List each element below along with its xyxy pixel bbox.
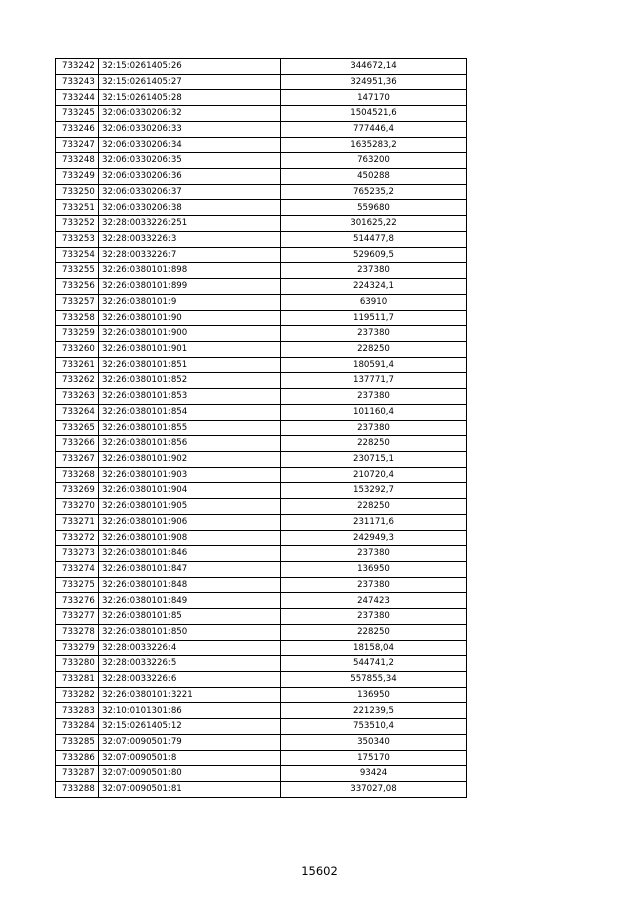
table-row: [56, 184, 467, 200]
value-cell: 247423: [281, 593, 467, 609]
row-id-cell: 733243: [56, 74, 99, 90]
value-cell: 350340: [281, 734, 467, 750]
row-id-cell: 733262: [56, 373, 99, 389]
cadastral-number-cell: 32:15:0261405:12: [99, 719, 281, 735]
cadastral-number-cell: 32:26:0380101:852: [99, 373, 281, 389]
cadastral-number-cell: 32:06:0330206:37: [99, 184, 281, 200]
row-id-cell: 733245: [56, 106, 99, 122]
cadastral-number-cell: 32:26:0380101:854: [99, 404, 281, 420]
row-id-cell: 733285: [56, 734, 99, 750]
row-id-cell: 733263: [56, 389, 99, 405]
table-body: [56, 59, 467, 798]
cadastral-number-cell: 32:28:0033226:3: [99, 231, 281, 247]
row-id-cell: 733244: [56, 90, 99, 106]
row-id-cell: 733259: [56, 326, 99, 342]
cadastral-number-cell: 32:26:0380101:856: [99, 436, 281, 452]
row-id-cell: 733246: [56, 121, 99, 137]
value-cell: 153292,7: [281, 483, 467, 499]
cadastral-number-cell: 32:15:0261405:26: [99, 59, 281, 75]
value-cell: 237380: [281, 389, 467, 405]
table-row: [56, 90, 467, 106]
value-cell: 237380: [281, 420, 467, 436]
row-id-cell: 733283: [56, 703, 99, 719]
row-id-cell: 733255: [56, 263, 99, 279]
cadastral-number-cell: 32:26:0380101:3221: [99, 687, 281, 703]
row-id-cell: 733257: [56, 294, 99, 310]
value-cell: 1504521,6: [281, 106, 467, 122]
table-row: [56, 263, 467, 279]
cadastral-number-cell: 32:26:0380101:850: [99, 624, 281, 640]
row-id-cell: 733265: [56, 420, 99, 436]
table-row: [56, 121, 467, 137]
row-id-cell: 733251: [56, 200, 99, 216]
value-cell: 136950: [281, 562, 467, 578]
table-row: [56, 672, 467, 688]
table-row: [56, 687, 467, 703]
value-cell: 147170: [281, 90, 467, 106]
value-cell: 228250: [281, 624, 467, 640]
cadastral-number-cell: 32:06:0330206:36: [99, 169, 281, 185]
row-id-cell: 733242: [56, 59, 99, 75]
cadastral-number-cell: 32:26:0380101:85: [99, 609, 281, 625]
row-id-cell: 733266: [56, 436, 99, 452]
value-cell: 18158,04: [281, 640, 467, 656]
row-id-cell: 733280: [56, 656, 99, 672]
value-cell: 228250: [281, 341, 467, 357]
value-cell: 559680: [281, 200, 467, 216]
value-cell: 93424: [281, 766, 467, 782]
row-id-cell: 733267: [56, 451, 99, 467]
value-cell: 237380: [281, 263, 467, 279]
row-id-cell: 733261: [56, 357, 99, 373]
row-id-cell: 733269: [56, 483, 99, 499]
table-row: [56, 310, 467, 326]
table-row: [56, 106, 467, 122]
table-row: [56, 719, 467, 735]
row-id-cell: 733247: [56, 137, 99, 153]
cadastral-number-cell: 32:26:0380101:90: [99, 310, 281, 326]
row-id-cell: 733286: [56, 750, 99, 766]
table-row: [56, 389, 467, 405]
table-row: [56, 514, 467, 530]
cadastral-number-cell: 32:28:0033226:5: [99, 656, 281, 672]
value-cell: 237380: [281, 326, 467, 342]
value-cell: 344672,14: [281, 59, 467, 75]
row-id-cell: 733275: [56, 577, 99, 593]
cadastral-number-cell: 32:26:0380101:905: [99, 499, 281, 515]
table-row: [56, 357, 467, 373]
cadastral-number-cell: 32:26:0380101:855: [99, 420, 281, 436]
table-row: [56, 577, 467, 593]
table-row: [56, 703, 467, 719]
table-row: [56, 74, 467, 90]
table-row: [56, 59, 467, 75]
cadastral-number-cell: 32:26:0380101:906: [99, 514, 281, 530]
row-id-cell: 733268: [56, 467, 99, 483]
table-row: [56, 436, 467, 452]
table-row: [56, 169, 467, 185]
value-cell: 337027,08: [281, 782, 467, 798]
cadastral-number-cell: 32:26:0380101:846: [99, 546, 281, 562]
table-row: [56, 609, 467, 625]
row-id-cell: 733288: [56, 782, 99, 798]
value-cell: 63910: [281, 294, 467, 310]
row-id-cell: 733271: [56, 514, 99, 530]
table-row: [56, 734, 467, 750]
cadastral-number-cell: 32:26:0380101:900: [99, 326, 281, 342]
value-cell: 529609,5: [281, 247, 467, 263]
cadastral-number-cell: 32:07:0090501:81: [99, 782, 281, 798]
cadastral-number-cell: 32:26:0380101:853: [99, 389, 281, 405]
row-id-cell: 733278: [56, 624, 99, 640]
value-cell: 175170: [281, 750, 467, 766]
value-cell: 230715,1: [281, 451, 467, 467]
cadastral-number-cell: 32:07:0090501:8: [99, 750, 281, 766]
value-cell: 324951,36: [281, 74, 467, 90]
value-cell: 242949,3: [281, 530, 467, 546]
cadastral-number-cell: 32:15:0261405:27: [99, 74, 281, 90]
table-row: [56, 656, 467, 672]
row-id-cell: 733254: [56, 247, 99, 263]
cadastral-number-cell: 32:28:0033226:4: [99, 640, 281, 656]
cadastral-number-cell: 32:28:0033226:6: [99, 672, 281, 688]
value-cell: 228250: [281, 436, 467, 452]
row-id-cell: 733279: [56, 640, 99, 656]
table-row: [56, 499, 467, 515]
value-cell: 224324,1: [281, 279, 467, 295]
value-cell: 765235,2: [281, 184, 467, 200]
value-cell: 1635283,2: [281, 137, 467, 153]
cadastral-number-cell: 32:26:0380101:902: [99, 451, 281, 467]
value-cell: 777446,4: [281, 121, 467, 137]
cadastral-number-cell: 32:07:0090501:80: [99, 766, 281, 782]
row-id-cell: 733264: [56, 404, 99, 420]
table-row: [56, 404, 467, 420]
table-row: [56, 137, 467, 153]
table-row: [56, 562, 467, 578]
table-row: [56, 153, 467, 169]
data-table: [55, 58, 467, 798]
row-id-cell: 733260: [56, 341, 99, 357]
page-number: 15602: [301, 864, 338, 878]
value-cell: 514477,8: [281, 231, 467, 247]
row-id-cell: 733250: [56, 184, 99, 200]
value-cell: 237380: [281, 609, 467, 625]
table-row: [56, 231, 467, 247]
cadastral-number-cell: 32:06:0330206:33: [99, 121, 281, 137]
row-id-cell: 733281: [56, 672, 99, 688]
cadastral-number-cell: 32:26:0380101:899: [99, 279, 281, 295]
table-row: [56, 200, 467, 216]
value-cell: 228250: [281, 499, 467, 515]
cadastral-number-cell: 32:26:0380101:904: [99, 483, 281, 499]
row-id-cell: 733248: [56, 153, 99, 169]
cadastral-number-cell: 32:26:0380101:908: [99, 530, 281, 546]
table-row: [56, 766, 467, 782]
cadastral-number-cell: 32:26:0380101:9: [99, 294, 281, 310]
row-id-cell: 733253: [56, 231, 99, 247]
row-id-cell: 733277: [56, 609, 99, 625]
value-cell: 101160,4: [281, 404, 467, 420]
table-row: [56, 530, 467, 546]
value-cell: 119511,7: [281, 310, 467, 326]
table-row: [56, 467, 467, 483]
row-id-cell: 733258: [56, 310, 99, 326]
value-cell: 231171,6: [281, 514, 467, 530]
table-row: [56, 451, 467, 467]
cadastral-number-cell: 32:26:0380101:849: [99, 593, 281, 609]
cadastral-number-cell: 32:06:0330206:32: [99, 106, 281, 122]
row-id-cell: 733252: [56, 216, 99, 232]
table-row: [56, 247, 467, 263]
value-cell: 210720,4: [281, 467, 467, 483]
value-cell: 137771,7: [281, 373, 467, 389]
row-id-cell: 733274: [56, 562, 99, 578]
table-row: [56, 373, 467, 389]
cadastral-number-cell: 32:06:0330206:35: [99, 153, 281, 169]
table-row: [56, 326, 467, 342]
table-row: [56, 624, 467, 640]
value-cell: 301625,22: [281, 216, 467, 232]
value-cell: 753510,4: [281, 719, 467, 735]
cadastral-number-cell: 32:26:0380101:903: [99, 467, 281, 483]
table-row: [56, 750, 467, 766]
cadastral-number-cell: 32:26:0380101:847: [99, 562, 281, 578]
cadastral-number-cell: 32:06:0330206:34: [99, 137, 281, 153]
cadastral-number-cell: 32:07:0090501:79: [99, 734, 281, 750]
row-id-cell: 733249: [56, 169, 99, 185]
value-cell: 557855,34: [281, 672, 467, 688]
table-row: [56, 640, 467, 656]
cadastral-number-cell: 32:26:0380101:898: [99, 263, 281, 279]
table-row: [56, 341, 467, 357]
cadastral-number-cell: 32:15:0261405:28: [99, 90, 281, 106]
cadastral-number-cell: 32:28:0033226:251: [99, 216, 281, 232]
value-cell: 136950: [281, 687, 467, 703]
row-id-cell: 733287: [56, 766, 99, 782]
row-id-cell: 733273: [56, 546, 99, 562]
cadastral-number-cell: 32:06:0330206:38: [99, 200, 281, 216]
table-row: [56, 279, 467, 295]
cadastral-number-cell: 32:10:0101301:86: [99, 703, 281, 719]
table-row: [56, 216, 467, 232]
row-id-cell: 733284: [56, 719, 99, 735]
cadastral-number-cell: 32:28:0033226:7: [99, 247, 281, 263]
row-id-cell: 733256: [56, 279, 99, 295]
row-id-cell: 733282: [56, 687, 99, 703]
cadastral-number-cell: 32:26:0380101:848: [99, 577, 281, 593]
cadastral-number-cell: 32:26:0380101:851: [99, 357, 281, 373]
value-cell: 237380: [281, 546, 467, 562]
table-row: [56, 483, 467, 499]
table-row: [56, 593, 467, 609]
table-row: [56, 546, 467, 562]
value-cell: 544741,2: [281, 656, 467, 672]
value-cell: 237380: [281, 577, 467, 593]
row-id-cell: 733272: [56, 530, 99, 546]
value-cell: 180591,4: [281, 357, 467, 373]
row-id-cell: 733270: [56, 499, 99, 515]
value-cell: 763200: [281, 153, 467, 169]
row-id-cell: 733276: [56, 593, 99, 609]
value-cell: 450288: [281, 169, 467, 185]
cadastral-number-cell: 32:26:0380101:901: [99, 341, 281, 357]
table-row: [56, 782, 467, 798]
table-row: [56, 294, 467, 310]
value-cell: 221239,5: [281, 703, 467, 719]
table-row: [56, 420, 467, 436]
